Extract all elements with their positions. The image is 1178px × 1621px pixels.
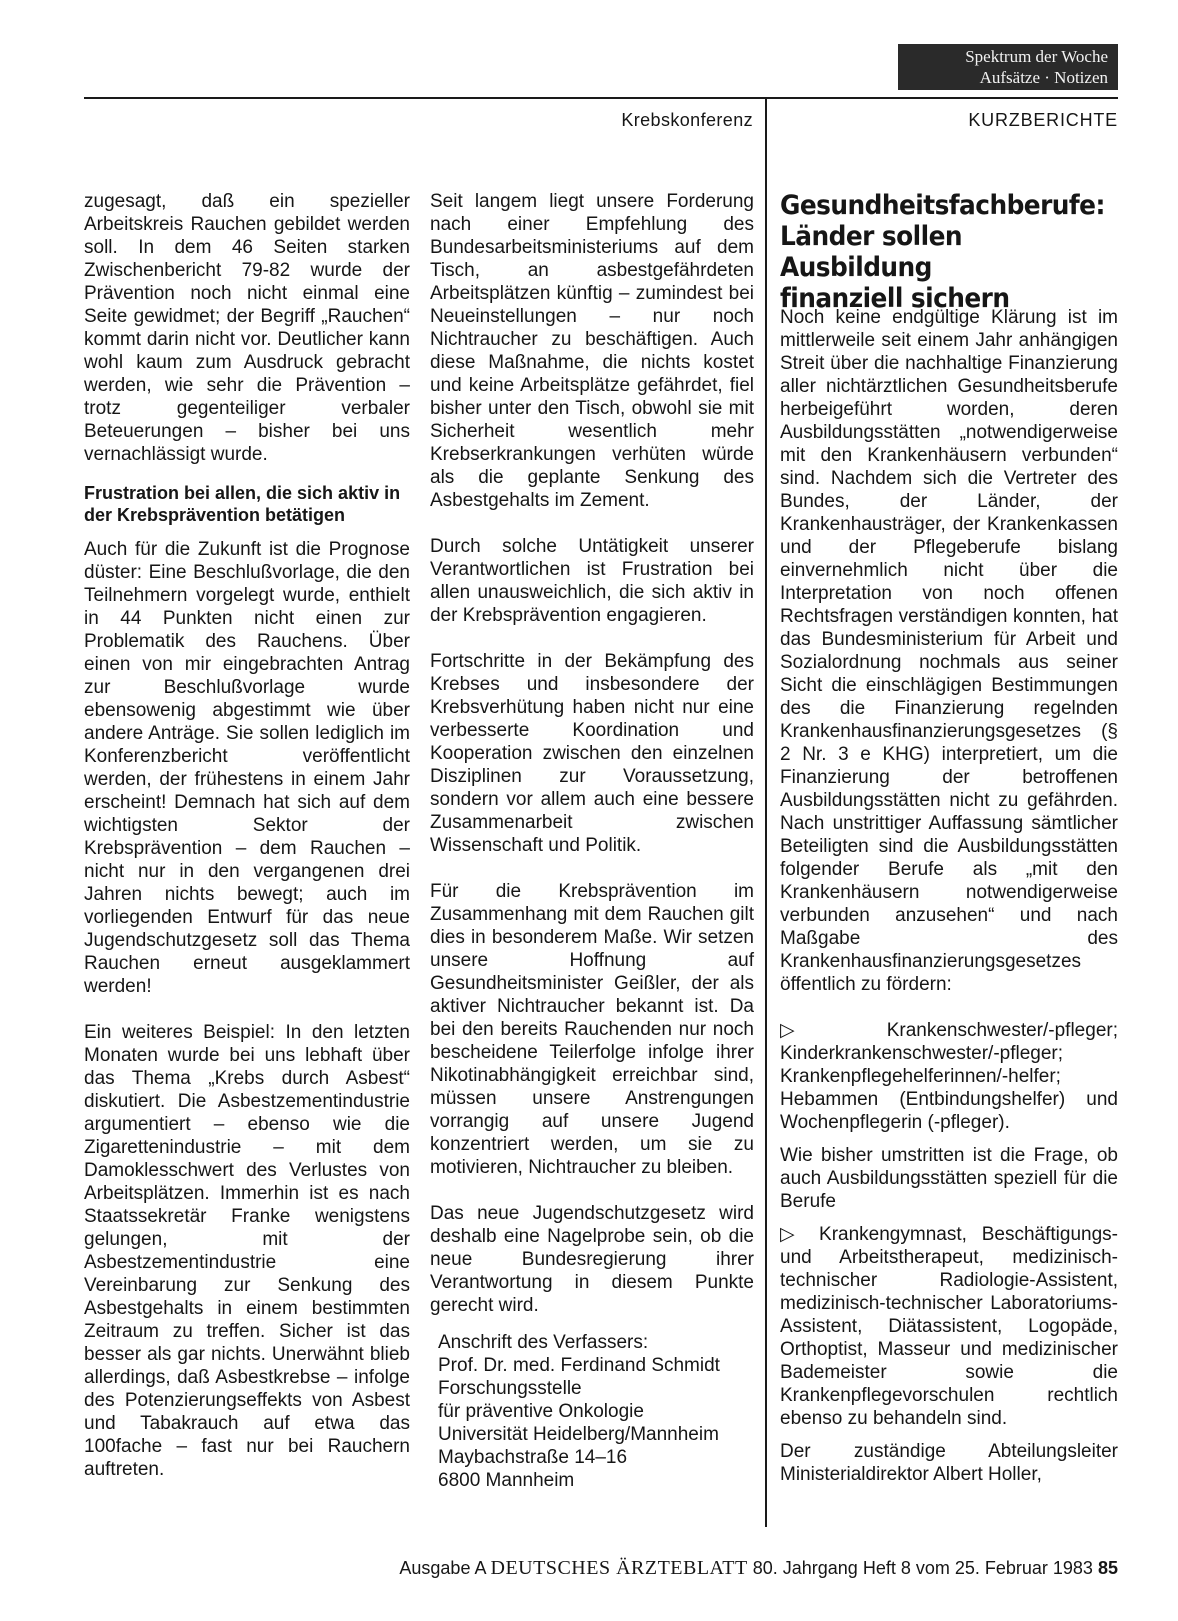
running-head-left: Krebskonferenz — [621, 110, 753, 130]
column-3-paragraph-3: Der zuständige Abteilungsleiter Ministerialdirektor Albert Holler, — [780, 1441, 1118, 1485]
address-line-5: Universität Heidelberg/Mannheim — [438, 1424, 719, 1445]
column-2-paragraph-2: Durch solche Untätigkeit unserer Verantwortlichen ist Frustration bei allen unausweichlich, die sich aktiv in der Krebsprävention engagieren. — [430, 536, 754, 626]
column-1-subheading: Frustration bei allen, die sich aktiv in der Krebsprävention betätigen — [84, 483, 401, 525]
author-address — [430, 1331, 754, 1492]
section-badge — [898, 44, 1118, 90]
column-1-paragraph-3: Ein weiteres Beispiel: In den letzten Monaten wurde bei uns lebhaft über das Thema „Krebs durch Asbest“ diskutiert. Die Asbestzementindustrie argumentiert – ebenso wie die Zigarettenindustrie – mit dem Damoklesschwert des Verlustes von Arbeitsplätzen. Immerhin ist es nach Staatssekretär Franke wenigstens gelungen, mit der Asbestzementindustrie eine Vereinbarung zur Senkung des Asbestgehalts in einem bestimmten Zeitraum zu treffen. Sicher ist das besser als gar nichts. Unerwähnt blieb allerdings, daß Asbestkrebse – infolge des Potenzierungseffekts von Asbest und Tabakrauch auf etwa das 100fache – fast nur bei Rauchern auftreten. — [84, 1022, 410, 1480]
footer-issue: 80. Jahrgang Heft 8 vom 25. Februar 1983 — [752, 1558, 1093, 1578]
address-line-6: Maybachstraße 14–16 — [438, 1447, 628, 1468]
column-divider — [765, 97, 767, 1527]
column-3-list-1: ▷ Krankenschwester/-pfleger; Kinderkrankenschwester/-pfleger; Krankenpflegehelferinnen/-helfer; Hebammen (Entbindungshelfer) und Wochenpflegerin (-pfleger). — [780, 1020, 1118, 1133]
short-report-title — [780, 190, 1105, 314]
page-number: 85 — [1097, 1558, 1118, 1578]
title-line-1: Gesundheitsfachberufe: — [780, 190, 1105, 221]
address-line-4: für präventive Onkologie — [438, 1401, 644, 1422]
column-2-paragraph-3: Fortschritte in der Bekämpfung des Krebses und insbesondere der Krebsverhütung haben nicht nur eine verbesserte Koordination und Kooperation zwischen den einzelnen Disziplinen zur Voraussetzung, sondern vor allem auch eine bessere Zusammenarbeit zwischen Wissenschaft und Politik. — [430, 651, 754, 856]
column-2-paragraph-4: Für die Krebsprävention im Zusammenhang mit dem Rauchen gilt dies in besonderem Maße. Wir setzen unsere Hoffnung auf Gesundheitsminister Geißler, der als aktiver Nichtraucher bekannt ist. Da bei den bereits Rauchenden nur noch bescheidene Teilerfolge infolge ihrer Nikotinabhängigkeit erreichbar sind, müssen unsere Anstrengungen vorrangig auf unsere Jugend konzentriert werden, um sie zu motivieren, Nichtraucher zu bleiben. — [430, 881, 754, 1178]
footer-edition: Ausgabe A — [399, 1558, 486, 1578]
column-3-paragraph-2: Wie bisher umstritten ist die Frage, ob auch Ausbildungsstätten speziell für die Berufe — [780, 1145, 1118, 1212]
column-3 — [780, 306, 1118, 1486]
header-rule — [84, 97, 1118, 99]
column-3-list-2: ▷ Krankengymnast, Beschäftigungs- und Arbeitstherapeut, medizinisch-technischer Radiologie-Assistent, medizinisch-technischer Laboratoriums-Assistent, Diätassistent, Logopäde, Orthoptist, Masseur und medizinischer Bademeister sowie die Krankenpflegevorschulen rechtlich ebenso zu behandeln sind. — [780, 1224, 1118, 1429]
address-line-7: 6800 Mannheim — [438, 1470, 575, 1491]
badge-line-1: Spektrum der Woche — [965, 47, 1108, 66]
column-1-paragraph-1: zugesagt, daß ein spezieller Arbeitskreis Rauchen gebildet werden soll. In dem 46 Seiten starken Zwischenbericht 79-82 wurde der Prävention noch nicht einmal eine Seite gewidmet; der Begriff „Rauchen“ kommt darin nicht vor. Deutlicher kann wohl kaum zum Ausdruck gebracht werden, wie sehr die Prävention – trotz gegenteiliger verbaler Beteuerungen – bisher bei uns vernachlässigt wurde. — [84, 191, 410, 465]
address-line-1: Anschrift des Verfassers: — [438, 1332, 649, 1353]
title-line-2: Länder sollen Ausbildung — [780, 221, 963, 283]
column-2-paragraph-1: Seit langem liegt unsere Forderung nach einer Empfehlung des Bundesarbeitsministeriums auf dem Tisch, an asbestgefährdeten Arbeitsplätzen künftig – zumindest bei Neueinstellungen – nur noch Nichtraucher zu beschäftigen. Auch diese Maßnahme, die nichts kostet und keine Arbeitsplätze gefährdet, fiel bisher unter den Tisch, obwohl sie mit Sicherheit wesentlich mehr Krebserkrankungen verhüten würde als die geplante Senkung des Asbestgehalts im Zement. — [430, 191, 754, 511]
page-footer — [84, 1557, 1118, 1580]
address-line-3: Forschungsstelle — [438, 1378, 582, 1399]
column-2-paragraph-5: Das neue Jugendschutzgesetz wird deshalb eine Nagelprobe sein, ob die neue Bundesregierung ihrer Verantwortung in diesem Punkte gerecht wird. — [430, 1203, 754, 1316]
column-2 — [430, 190, 754, 1492]
column-1 — [84, 190, 410, 1481]
column-3-paragraph-1: Noch keine endgültige Klärung ist im mittlerweile seit einem Jahr anhängigen Streit über die nachhaltige Finanzierung aller nichtärztlichen Gesundheitsberufe herbeigeführt worden, deren Ausbildungsstätten „notwendigerweise mit den Krankenhäusern verbunden“ sind. Nachdem sich die Vertreter des Bundes, der Länder, der Krankenhausträger, der Krankenkassen und der Pflegeberufe bislang einvernehmlich nicht über die Interpretation von noch offenen Rechtsfragen verständigen konnten, hat das Bundesministerium für Arbeit und Sozialordnung nochmals aus seiner Sicht die einschlägigen Bestimmungen des die Finanzierung regelnden Krankenhausfinanzierungsgesetzes (§ 2 Nr. 3 e KHG) interpretiert, um die Finanzierung der betroffenen Ausbildungsstätten nicht zu gefährden. Nach unstrittiger Auffassung sämtlicher Beteiligten sind die Ausbildungsstätten folgender Berufe als „mit den Krankenhäusern notwendigerweise verbunden anzusehen“ und nach Maßgabe des Krankenhausfinanzierungsgesetzes öffentlich zu fördern: — [780, 307, 1118, 995]
address-line-2: Prof. Dr. med. Ferdinand Schmidt — [438, 1355, 720, 1376]
title-line-3: finanziell sichern — [780, 283, 1010, 314]
column-1-paragraph-2: Auch für die Zukunft ist die Prognose düster: Eine Beschlußvorlage, die den Teilnehmern vorgelegt wurde, enthielt in 44 Punkten nicht einen zur Problematik des Rauchens. Über einen von mir eingebrachten Antrag zur Beschlußvorlage wurde ebensowenig abgestimmt wie über andere Anträge. Sie sollen lediglich im Konferenzbericht veröffentlicht werden, der frühestens in einem Jahr erscheint! Demnach hat sich auf dem wichtigsten Sektor der Krebsprävention – dem Rauchen – nicht nur in den vergangenen drei Jahren nichts bewegt; auch im vorliegenden Entwurf für das neue Jugendschutzgesetz soll das Thema Rauchen erneut ausgeklammert werden! — [84, 539, 410, 997]
footer-publication: DEUTSCHES ÄRZTEBLATT — [490, 1557, 748, 1579]
running-head-right: KURZBERICHTE — [968, 110, 1118, 130]
badge-line-2: Aufsätze · Notizen — [979, 68, 1108, 87]
